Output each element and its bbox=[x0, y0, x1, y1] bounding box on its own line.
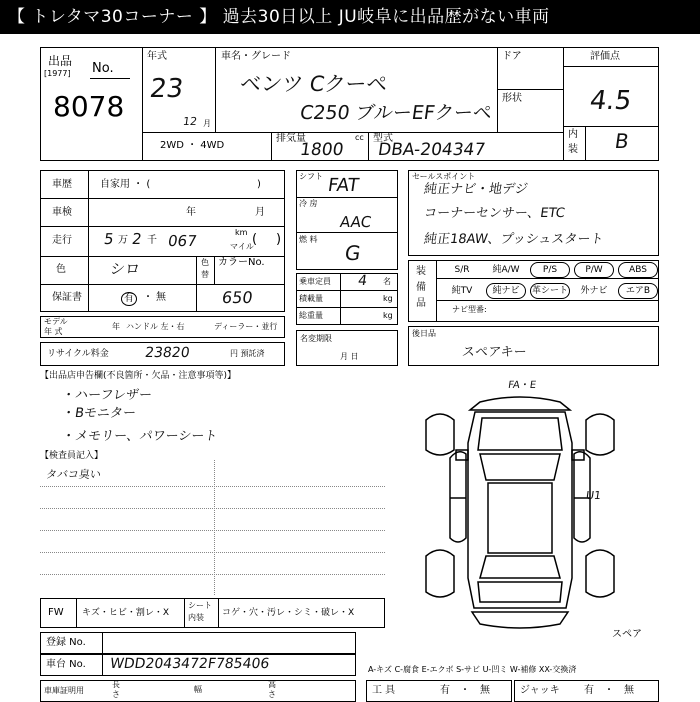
model-code-label: 型式 bbox=[373, 133, 393, 144]
sales-line-3: 純正18AW、プッシュスタート bbox=[422, 232, 605, 247]
remarks-line-2: ・Bモニター bbox=[60, 406, 137, 421]
jack-label: ジャッキ bbox=[520, 685, 560, 696]
displacement-unit: cc bbox=[355, 133, 364, 142]
equip-item--21[interactable]: 純ナビ bbox=[486, 283, 526, 299]
shift-value: FAT bbox=[326, 175, 361, 196]
equip-item-abs-14[interactable]: ABS bbox=[618, 262, 658, 278]
warranty-no[interactable]: 無 bbox=[156, 292, 166, 303]
inspector-rule bbox=[40, 574, 385, 575]
inspector-rule bbox=[40, 508, 385, 509]
capacity-value: 4 bbox=[356, 273, 369, 289]
inspector-rule bbox=[40, 552, 385, 553]
sales-line-2: コーナーセンサー、ETC bbox=[422, 206, 566, 221]
mileage-mile: マイル bbox=[230, 242, 254, 251]
inspector-rule bbox=[40, 530, 385, 531]
warranty-yes[interactable]: 有 bbox=[121, 292, 137, 306]
warranty-label: 保証書 bbox=[52, 292, 82, 303]
grade-name: C250 ブルーEFクーペ bbox=[298, 102, 494, 124]
year-value: 23 bbox=[147, 74, 186, 104]
weight-label: 総重量 bbox=[299, 311, 323, 320]
year-label: 年式 bbox=[147, 51, 167, 62]
lot-label: 出品 bbox=[48, 54, 73, 68]
inspection-month: 月 bbox=[255, 207, 265, 218]
seat-text: コゲ・穴・汚レ・シミ・破レ・X bbox=[222, 608, 355, 618]
name-label: 車名・グレード bbox=[221, 51, 291, 62]
mileage-man-unit: 万 bbox=[118, 235, 128, 246]
color-change-2: 替 bbox=[201, 270, 209, 279]
equip-item--23[interactable]: 外ナビ bbox=[580, 286, 608, 296]
after-date-label: 後日品 bbox=[412, 329, 436, 338]
door-label: ドア bbox=[502, 51, 522, 62]
mileage-man: 5 bbox=[102, 230, 115, 248]
recycle-unit: 円 預託済 bbox=[230, 349, 265, 358]
remarks-line-1: ・ハーフレザー bbox=[60, 388, 153, 403]
remarks-label: 【出品店申告欄(不良箇所・欠品・注意事項等)】 bbox=[40, 371, 237, 381]
equip-item-ps-12[interactable]: P/S bbox=[530, 262, 570, 278]
equip-item-sr-10[interactable]: S/R bbox=[454, 265, 470, 275]
color-value: シロ bbox=[108, 260, 142, 278]
interior-label-1: 内 bbox=[568, 129, 578, 140]
color-no-value: 650 bbox=[220, 288, 254, 307]
sales-label: セールスポイント bbox=[412, 172, 476, 181]
aircon-label: 冷 房 bbox=[299, 199, 318, 208]
damage-legend: A-キズ C-腐食 E-エクボ S-サビ U-凹ミ W-補修 XX-交換済 bbox=[368, 665, 577, 674]
nav-model-label: ナビ型番: bbox=[452, 305, 487, 314]
model-label-2: 年 式 bbox=[44, 327, 63, 336]
cert-label: 車庫証明用 bbox=[44, 686, 84, 695]
color-change-1: 色 bbox=[201, 258, 209, 267]
displacement-label: 排気量 bbox=[276, 133, 306, 144]
aircon-value: AAC bbox=[338, 213, 373, 231]
displacement-value: 1800 bbox=[298, 140, 345, 160]
model-code-value: DBA-204347 bbox=[376, 140, 487, 160]
diagram-note-top: FA・E bbox=[507, 380, 537, 391]
remarks-line-3: ・メモリー、パワーシート bbox=[60, 429, 219, 444]
fw-label: FW bbox=[48, 607, 64, 618]
inspector-rule bbox=[40, 486, 385, 487]
color-no-label: カラーNo. bbox=[218, 257, 265, 268]
mileage-label: 走行 bbox=[52, 235, 72, 246]
mileage-sen: 2 bbox=[130, 230, 143, 248]
equip-item--22[interactable]: 革シート bbox=[530, 283, 570, 299]
grade-eval-value: 4.5 bbox=[587, 86, 634, 116]
mileage-sen-unit: 千 bbox=[147, 235, 157, 246]
after-date-value: スペアキー bbox=[460, 345, 528, 360]
tools-label: 工 具 bbox=[372, 685, 396, 696]
equip-item-b-24[interactable]: エアB bbox=[618, 283, 658, 299]
drive-type: 2WD ・ 4WD bbox=[160, 140, 225, 151]
sales-line-1: 純正ナビ・地デジ bbox=[422, 182, 529, 197]
history-label: 車歴 bbox=[52, 179, 72, 190]
lot-number: 8078 bbox=[53, 90, 125, 123]
lot-tag: [1977] bbox=[44, 69, 71, 78]
recycle-label: リサイクル料金 bbox=[47, 349, 109, 359]
dealer-type: ディーラー・並行 bbox=[214, 322, 278, 331]
grade-eval-label: 評価点 bbox=[590, 51, 620, 62]
equip-item-aw-11[interactable]: 純A/W bbox=[492, 265, 520, 275]
chassis-label: 車台 No. bbox=[46, 659, 86, 670]
history-close: ) bbox=[257, 179, 261, 190]
after-date-frame bbox=[408, 326, 659, 366]
fuel-label: 燃 料 bbox=[299, 235, 318, 244]
registration-label: 登録 No. bbox=[46, 637, 86, 648]
banner-title: 【 トレタマ30コーナー 】 過去30日以上 JU岐阜に出品歴がない車両 bbox=[0, 0, 700, 34]
interior-value: B bbox=[613, 129, 631, 153]
car-damage-diagram bbox=[420, 388, 620, 633]
spare-label: スペア bbox=[612, 629, 642, 640]
mileage-km: km bbox=[235, 228, 248, 237]
reg-frame bbox=[40, 632, 356, 654]
load-label: 積載量 bbox=[299, 294, 323, 303]
inspector-note: タバコ臭い bbox=[45, 468, 102, 481]
fuel-value: G bbox=[343, 241, 363, 265]
fw-text: キズ・ヒビ・割レ・X bbox=[82, 608, 169, 618]
model-label-1: モデル bbox=[44, 317, 68, 326]
interior-label-2: 装 bbox=[568, 144, 578, 155]
shift-label: シフト bbox=[299, 172, 323, 181]
chassis-value: WDD2043472F785406 bbox=[108, 656, 271, 672]
inspection-year: 年 bbox=[186, 207, 196, 218]
model-name: ベンツ Cクーペ bbox=[238, 72, 390, 96]
year-month-unit: 月 bbox=[203, 119, 211, 128]
mileage-rest: 067 bbox=[166, 232, 198, 250]
history-text: 自家用 ・ ( bbox=[100, 179, 151, 190]
shape-label: 形状 bbox=[502, 93, 522, 104]
diagram-note-side: U1 bbox=[585, 489, 602, 502]
name-change-label: 名変期限 bbox=[300, 334, 332, 343]
capacity-label: 乗車定員 bbox=[299, 277, 331, 286]
equip-item-pw-13[interactable]: P/W bbox=[574, 262, 614, 278]
handle-side: ハンドル 左・右 bbox=[126, 322, 185, 331]
color-label: 色 bbox=[56, 264, 66, 275]
inspection-label: 車検 bbox=[52, 207, 72, 218]
inspector-label: 【検査員記入】 bbox=[40, 451, 104, 461]
recycle-value: 23820 bbox=[143, 345, 191, 361]
equip-item-tv-20[interactable]: 純TV bbox=[451, 286, 473, 296]
lot-no-label: No. bbox=[92, 61, 114, 76]
year-month: 12 bbox=[182, 115, 198, 128]
